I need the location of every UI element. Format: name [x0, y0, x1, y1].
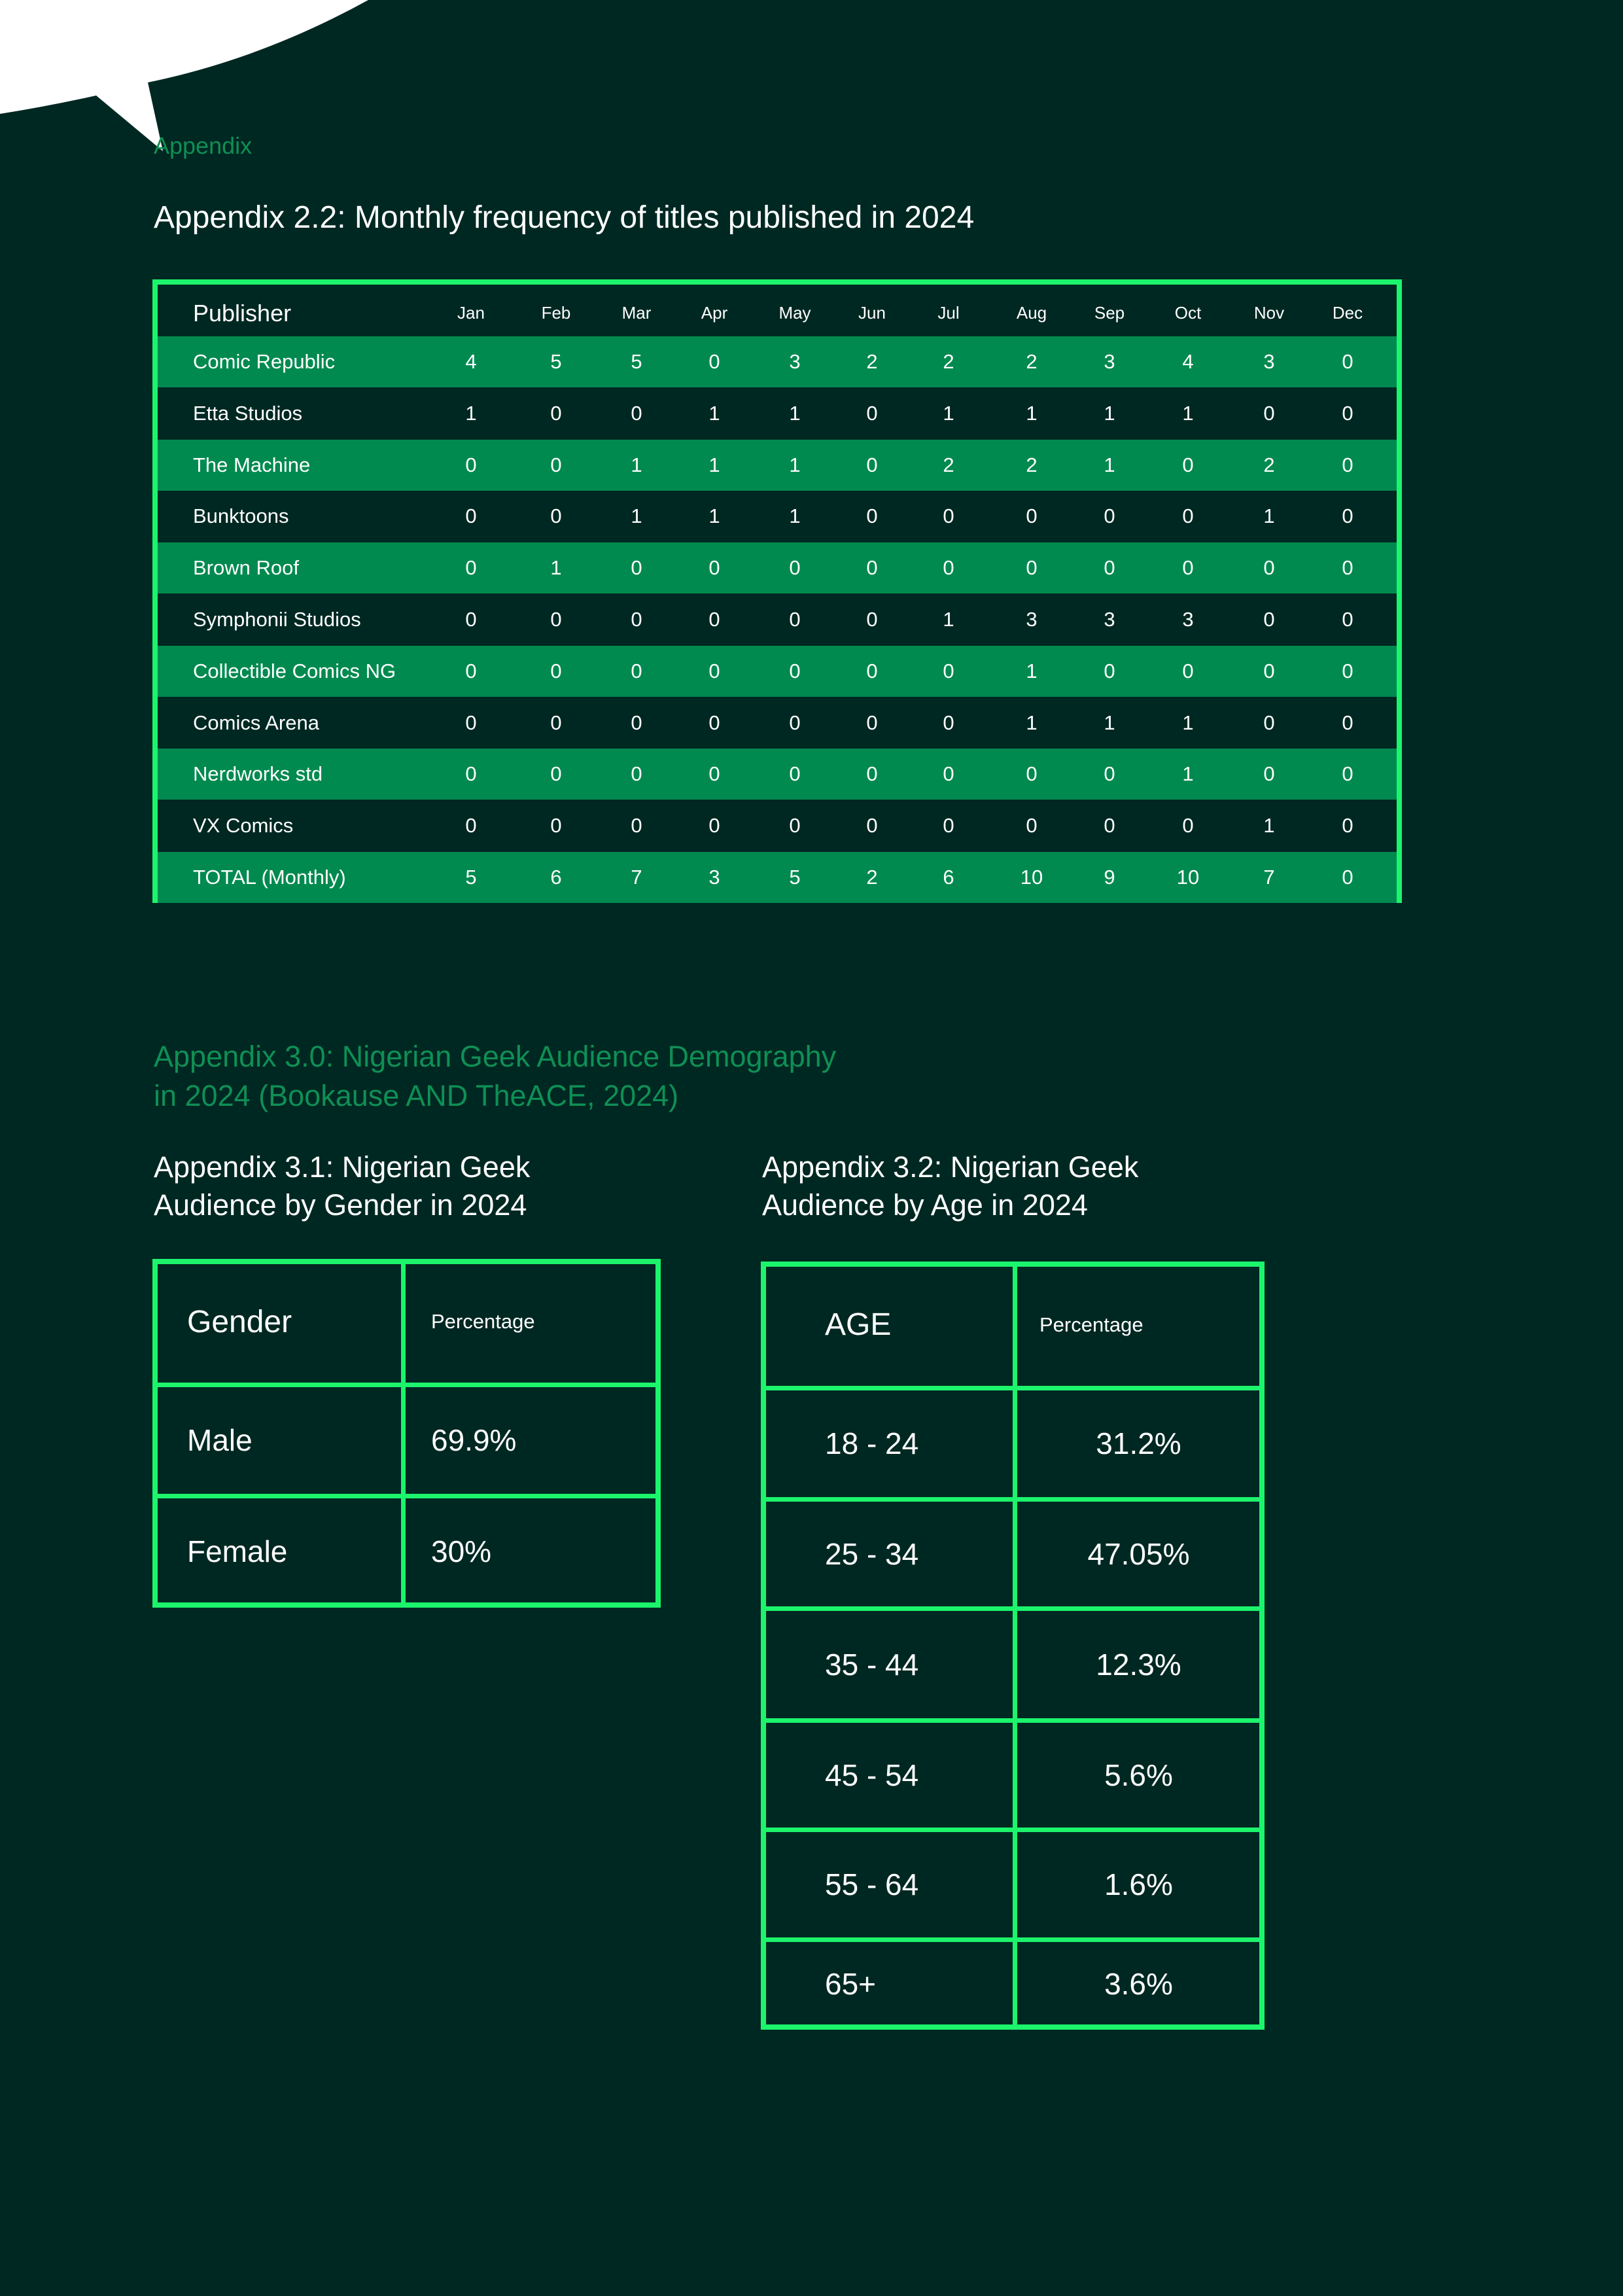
age-header-label: AGE [825, 1307, 892, 1342]
gender-row-label: Male [187, 1423, 253, 1457]
cell-dec: 0 [1342, 401, 1353, 425]
cell-apr: 0 [708, 814, 720, 838]
cell-jan: 0 [465, 556, 477, 580]
cell-jun: 0 [866, 556, 878, 580]
cell-feb: 0 [550, 504, 562, 528]
cell-aug: 1 [1026, 401, 1038, 425]
age-row-percentage: 31.2% [1096, 1426, 1181, 1460]
cell-sep: 1 [1104, 401, 1115, 425]
cell-sep: 0 [1104, 504, 1115, 528]
cell-mar: 0 [631, 711, 642, 734]
publisher-name: Nerdworks std [193, 762, 323, 786]
cell-aug: 0 [1026, 504, 1038, 528]
age-row-percentage: 3.6% [1104, 1967, 1173, 2001]
cell-dec: 0 [1342, 556, 1353, 580]
cell-aug: 0 [1026, 556, 1038, 580]
cell-may: 0 [789, 711, 801, 734]
gender-row-label: Female [187, 1534, 288, 1568]
cell-nov: 1 [1263, 814, 1275, 838]
appendix-3-1-title [154, 1148, 530, 1224]
appendix-3-2-title [762, 1148, 1138, 1224]
cell-may: 0 [789, 814, 801, 838]
cell-dec: 0 [1342, 866, 1353, 889]
cell-oct: 1 [1182, 711, 1194, 734]
table-row [158, 336, 1397, 387]
cell-sep: 3 [1104, 350, 1115, 373]
gender-row-percentage: 69.9% [431, 1423, 517, 1457]
cell-jul: 0 [943, 711, 954, 734]
cell-jun: 0 [866, 608, 878, 631]
cell-oct: 4 [1182, 350, 1194, 373]
column-header-aug: Aug [1016, 303, 1047, 323]
cell-mar: 1 [631, 453, 642, 476]
gender-column-divider [401, 1264, 406, 1602]
table-row [158, 440, 1397, 491]
cell-feb: 0 [550, 762, 562, 786]
cell-feb: 0 [550, 814, 562, 838]
cell-aug: 1 [1026, 711, 1038, 734]
age-column-divider [1013, 1267, 1017, 2024]
cell-jan: 0 [465, 711, 477, 734]
cell-jan: 0 [465, 659, 477, 682]
cell-apr: 0 [708, 762, 720, 786]
age-table [761, 1262, 1265, 2030]
publisher-name: VX Comics [193, 814, 294, 838]
cell-nov: 3 [1263, 350, 1275, 373]
cell-may: 0 [789, 556, 801, 580]
publisher-name: The Machine [193, 453, 311, 476]
column-header-nov: Nov [1253, 303, 1285, 323]
cell-jun: 0 [866, 711, 878, 734]
cell-oct: 0 [1182, 453, 1194, 476]
publisher-name: Symphonii Studios [193, 608, 361, 631]
cell-mar: 0 [631, 608, 642, 631]
cell-jun: 0 [866, 762, 878, 786]
cell-feb: 5 [550, 350, 562, 373]
cell-jun: 0 [866, 659, 878, 682]
cell-jan: 0 [465, 762, 477, 786]
gender-header-percentage: Percentage [431, 1310, 535, 1333]
age-row-label: 55 - 64 [825, 1867, 919, 1901]
cell-mar: 0 [631, 762, 642, 786]
cell-sep: 0 [1104, 556, 1115, 580]
cell-oct: 0 [1182, 814, 1194, 838]
cell-apr: 0 [708, 556, 720, 580]
cell-may: 0 [789, 608, 801, 631]
cell-nov: 0 [1263, 608, 1275, 631]
publisher-monthly-table [152, 279, 1402, 903]
cell-jun: 0 [866, 453, 878, 476]
cell-jul: 0 [943, 762, 954, 786]
cell-dec: 0 [1342, 711, 1353, 734]
age-row-percentage: 1.6% [1104, 1867, 1173, 1901]
cell-may: 3 [789, 350, 801, 373]
cell-sep: 0 [1104, 659, 1115, 682]
appendix-3-1-title-line2: Audience by Gender in 2024 [154, 1188, 527, 1222]
cell-apr: 1 [708, 453, 720, 476]
cell-dec: 0 [1342, 453, 1353, 476]
total-row [158, 852, 1397, 903]
column-header-jul: Jul [937, 303, 960, 323]
column-header-may: May [778, 303, 811, 323]
age-row-percentage: 5.6% [1104, 1757, 1173, 1792]
gender-table [152, 1259, 661, 1608]
cell-sep: 3 [1104, 608, 1115, 631]
column-header-publisher: Publisher [193, 299, 292, 327]
cell-aug: 2 [1026, 453, 1038, 476]
cell-nov: 1 [1263, 504, 1275, 528]
age-row-label: 35 - 44 [825, 1647, 919, 1682]
cell-jul: 2 [943, 350, 954, 373]
column-header-dec: Dec [1332, 303, 1363, 323]
cell-jun: 2 [866, 350, 878, 373]
cell-jun: 0 [866, 814, 878, 838]
cell-nov: 0 [1263, 762, 1275, 786]
table-row [158, 646, 1397, 697]
table-row [158, 749, 1397, 800]
cell-mar: 7 [631, 866, 642, 889]
column-header-mar: Mar [621, 303, 652, 323]
cell-may: 1 [789, 453, 801, 476]
cell-may: 1 [789, 504, 801, 528]
appendix-2-2-title: Appendix 2.2: Monthly frequency of titles published in 2024 [154, 200, 975, 235]
cell-jun: 2 [866, 866, 878, 889]
cell-jan: 1 [465, 401, 477, 425]
cell-oct: 0 [1182, 556, 1194, 580]
cell-jul: 1 [943, 608, 954, 631]
column-header-apr: Apr [701, 303, 728, 323]
cell-apr: 1 [708, 504, 720, 528]
cell-nov: 7 [1263, 866, 1275, 889]
cell-jan: 0 [465, 814, 477, 838]
cell-aug: 0 [1026, 762, 1038, 786]
cell-mar: 0 [631, 556, 642, 580]
cell-oct: 1 [1182, 401, 1194, 425]
cell-jul: 2 [943, 453, 954, 476]
cell-sep: 1 [1104, 711, 1115, 734]
cell-jul: 0 [943, 814, 954, 838]
table-row [158, 542, 1397, 593]
column-header-oct: Oct [1174, 303, 1202, 323]
appendix-3-2-title-line2: Audience by Age in 2024 [762, 1188, 1088, 1222]
section-kicker: Appendix [154, 132, 253, 159]
age-row-percentage: 12.3% [1096, 1647, 1181, 1682]
appendix-3-2-title-line1: Appendix 3.2: Nigerian Geek [762, 1150, 1139, 1184]
age-header-percentage: Percentage [1039, 1313, 1143, 1336]
publisher-name: TOTAL (Monthly) [193, 866, 346, 889]
cell-jan: 0 [465, 504, 477, 528]
cell-feb: 0 [550, 453, 562, 476]
cell-oct: 0 [1182, 504, 1194, 528]
cell-oct: 10 [1176, 866, 1200, 889]
publisher-name: Collectible Comics NG [193, 659, 396, 682]
cell-dec: 0 [1342, 350, 1353, 373]
column-header-jun: Jun [858, 303, 886, 323]
cell-oct: 1 [1182, 762, 1194, 786]
table-row [158, 800, 1397, 851]
column-header-jan: Jan [457, 303, 485, 323]
cell-dec: 0 [1342, 659, 1353, 682]
cell-nov: 2 [1263, 453, 1275, 476]
cell-may: 0 [789, 659, 801, 682]
cell-dec: 0 [1342, 504, 1353, 528]
age-row-label: 25 - 34 [825, 1536, 919, 1571]
cell-may: 5 [789, 866, 801, 889]
appendix-3-0-title-line1: Appendix 3.0: Nigerian Geek Audience Demography [154, 1040, 837, 1073]
appendix-3-0-title [154, 1037, 836, 1116]
appendix-3-1-title-line1: Appendix 3.1: Nigerian Geek [154, 1150, 531, 1184]
cell-feb: 1 [550, 556, 562, 580]
cell-may: 0 [789, 762, 801, 786]
cell-mar: 0 [631, 659, 642, 682]
cell-apr: 0 [708, 350, 720, 373]
cell-jul: 0 [943, 504, 954, 528]
cell-dec: 0 [1342, 608, 1353, 631]
cell-nov: 0 [1263, 659, 1275, 682]
publisher-name: Bunktoons [193, 504, 289, 528]
cell-aug: 3 [1026, 608, 1038, 631]
cell-apr: 1 [708, 401, 720, 425]
cell-jul: 0 [943, 556, 954, 580]
cell-sep: 1 [1104, 453, 1115, 476]
cell-feb: 0 [550, 401, 562, 425]
cell-apr: 3 [708, 866, 720, 889]
cell-mar: 0 [631, 814, 642, 838]
age-row-label: 65+ [825, 1967, 877, 2001]
cell-nov: 0 [1263, 401, 1275, 425]
cell-apr: 0 [708, 608, 720, 631]
cell-sep: 0 [1104, 814, 1115, 838]
column-header-sep: Sep [1094, 303, 1125, 323]
cell-aug: 1 [1026, 659, 1038, 682]
cell-feb: 0 [550, 711, 562, 734]
cell-jul: 0 [943, 659, 954, 682]
cell-may: 1 [789, 401, 801, 425]
gender-header-label: Gender [187, 1304, 292, 1339]
cell-mar: 5 [631, 350, 642, 373]
cell-jan: 4 [465, 350, 477, 373]
cell-apr: 0 [708, 659, 720, 682]
cell-nov: 0 [1263, 556, 1275, 580]
table-row [158, 388, 1397, 439]
cell-jun: 0 [866, 504, 878, 528]
gender-row-percentage: 30% [431, 1534, 492, 1568]
cell-aug: 0 [1026, 814, 1038, 838]
cell-aug: 2 [1026, 350, 1038, 373]
table-row [158, 594, 1397, 645]
publisher-name: Comic Republic [193, 350, 336, 373]
table-row [158, 698, 1397, 749]
age-row-label: 18 - 24 [825, 1426, 919, 1460]
cell-apr: 0 [708, 711, 720, 734]
cell-feb: 0 [550, 608, 562, 631]
appendix-3-0-title-line2: in 2024 (Bookause AND TheACE, 2024) [154, 1079, 679, 1112]
cell-dec: 0 [1342, 814, 1353, 838]
cell-sep: 9 [1104, 866, 1115, 889]
table-row [158, 491, 1397, 542]
cell-jan: 0 [465, 453, 477, 476]
cell-jan: 0 [465, 608, 477, 631]
cell-jan: 5 [465, 866, 477, 889]
cell-jul: 1 [943, 401, 954, 425]
cell-jun: 0 [866, 401, 878, 425]
cell-sep: 0 [1104, 762, 1115, 786]
publisher-name: Comics Arena [193, 711, 319, 734]
column-header-feb: Feb [541, 303, 571, 323]
cell-feb: 6 [550, 866, 562, 889]
cell-feb: 0 [550, 659, 562, 682]
cell-mar: 1 [631, 504, 642, 528]
cell-nov: 0 [1263, 711, 1275, 734]
age-row-percentage: 47.05% [1087, 1536, 1190, 1571]
cell-oct: 3 [1182, 608, 1194, 631]
cell-dec: 0 [1342, 762, 1353, 786]
cell-aug: 10 [1020, 866, 1043, 889]
age-row-label: 45 - 54 [825, 1757, 919, 1792]
cell-mar: 0 [631, 401, 642, 425]
publisher-name: Brown Roof [193, 556, 299, 580]
cell-jul: 6 [943, 866, 954, 889]
publisher-name: Etta Studios [193, 401, 303, 425]
cell-oct: 0 [1182, 659, 1194, 682]
table-header-row [158, 285, 1397, 342]
